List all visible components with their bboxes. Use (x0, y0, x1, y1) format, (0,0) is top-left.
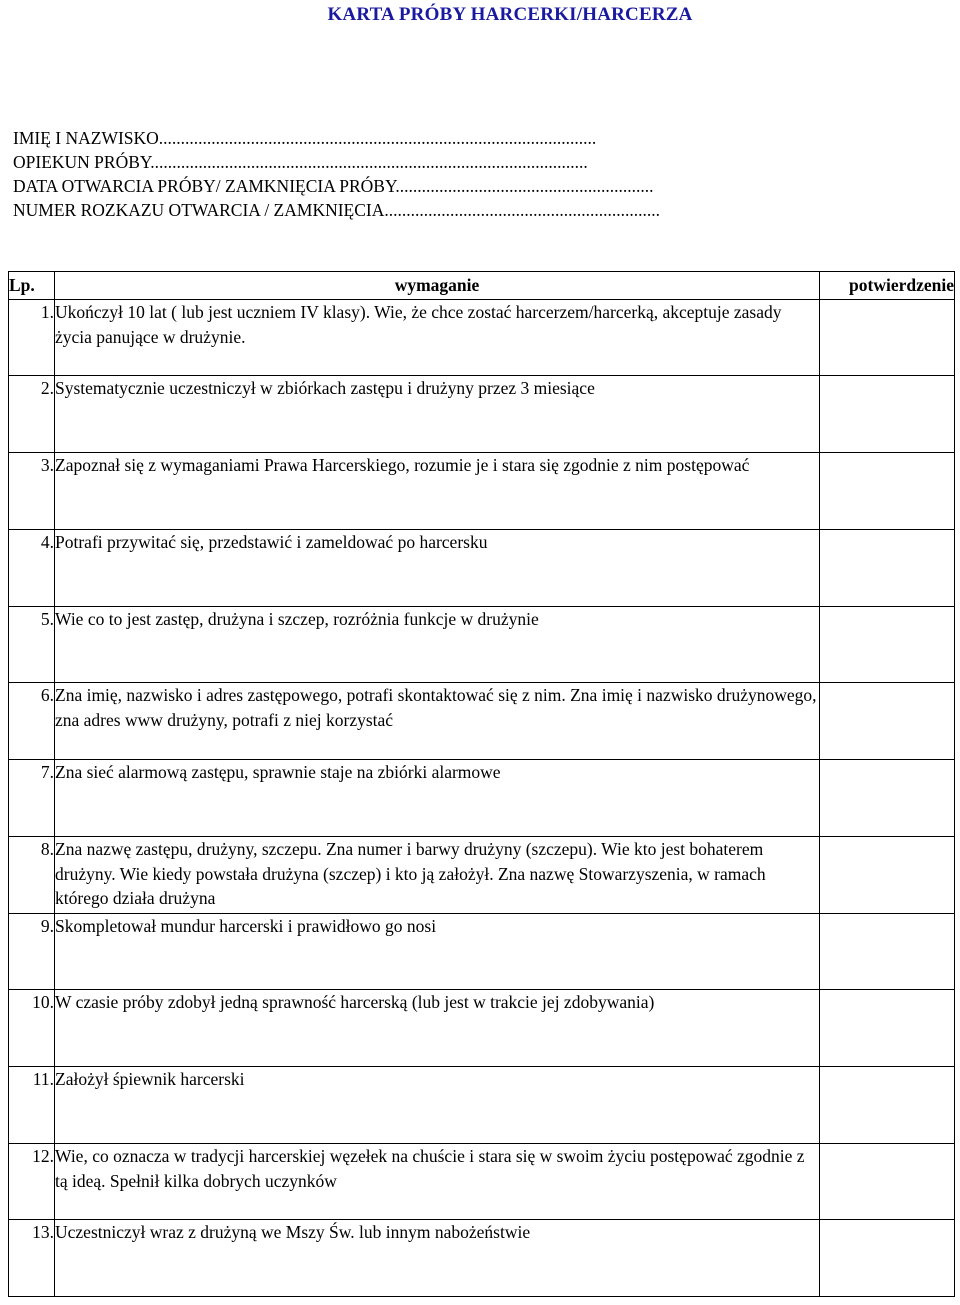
field-supervisor: OPIEKUN PRÓBY.................................................................................................... (13, 152, 588, 172)
row-confirmation-cell[interactable] (820, 530, 955, 607)
table-row (9, 453, 955, 530)
row-confirmation-cell[interactable] (820, 607, 955, 683)
table-row (9, 990, 955, 1067)
row-requirement: Potrafi przywitać się, przedstawić i zameldować po harcersku (55, 530, 820, 607)
table-header-row (9, 272, 955, 300)
table-row (9, 914, 955, 990)
table-row (9, 530, 955, 607)
table-row (9, 1220, 955, 1297)
field-dates: DATA OTWARCIA PRÓBY/ ZAMKNIĘCIA PRÓBY........................................................... (13, 176, 654, 196)
table-row (9, 300, 955, 376)
requirements-table (8, 271, 955, 1297)
header-confirmation: potwierdzenie (820, 272, 955, 300)
field-order-number: NUMER ROZKAZU OTWARCIA / ZAMKNIĘCIA............................................................... (13, 200, 660, 220)
field-name: IMIĘ I NAZWISKO.................................................................................................... (13, 128, 597, 148)
row-number: 4. (9, 530, 55, 607)
row-confirmation-cell[interactable] (820, 837, 955, 914)
row-requirement: Zna nazwę zastępu, drużyny, szczepu. Zna numer i barwy drużyny (szczepu). Wie kto jest bohaterem drużyny. Wie kiedy powstała drużyna (szczep) i kto ją założył. Zna nazwę Stowarzyszenia, w ramach którego działa drużyna (55, 837, 820, 914)
header-lp: Lp. (9, 272, 55, 300)
row-number: 5. (9, 607, 55, 683)
row-requirement: Zna imię, nazwisko i adres zastępowego, potrafi skontaktować się z nim. Zna imię i nazwisko drużynowego, zna adres www drużyny, potrafi z niej korzystać (55, 683, 820, 760)
row-requirement: Systematycznie uczestniczył w zbiórkach zastępu i drużyny przez 3 miesiące (55, 376, 820, 453)
row-requirement: W czasie próby zdobył jedną sprawność harcerską (lub jest w trakcie jej zdobywania) (55, 990, 820, 1067)
row-number: 13. (9, 1220, 55, 1297)
row-number: 2. (9, 376, 55, 453)
table-row (9, 683, 955, 760)
table-row (9, 376, 955, 453)
row-number: 11. (9, 1067, 55, 1144)
page-title: KARTA PRÓBY HARCERKI/HARCERZA (327, 4, 693, 25)
row-confirmation-cell[interactable] (820, 914, 955, 990)
row-requirement: Wie, co oznacza w tradycji harcerskiej węzełek na chuście i stara się w swoim życiu postępować zgodnie z tą ideą. Spełnił kilka dobrych uczynków (55, 1144, 820, 1220)
row-confirmation-cell[interactable] (820, 683, 955, 760)
row-number: 10. (9, 990, 55, 1067)
row-number: 7. (9, 760, 55, 837)
row-number: 1. (9, 300, 55, 376)
row-confirmation-cell[interactable] (820, 1067, 955, 1144)
row-requirement: Skompletował mundur harcerski i prawidłowo go nosi (55, 914, 820, 990)
row-number: 6. (9, 683, 55, 760)
row-requirement: Zapoznał się z wymaganiami Prawa Harcerskiego, rozumie je i stara się zgodnie z nim postępować (55, 453, 820, 530)
row-number: 8. (9, 837, 55, 914)
row-number: 3. (9, 453, 55, 530)
row-confirmation-cell[interactable] (820, 453, 955, 530)
table-row (9, 1067, 955, 1144)
row-confirmation-cell[interactable] (820, 1144, 955, 1220)
row-confirmation-cell[interactable] (820, 376, 955, 453)
row-number: 9. (9, 914, 55, 990)
row-requirement: Zna sieć alarmową zastępu, sprawnie staje na zbiórki alarmowe (55, 760, 820, 837)
row-requirement: Wie co to jest zastęp, drużyna i szczep, rozróżnia funkcje w drużynie (55, 607, 820, 683)
table-row (9, 1144, 955, 1220)
row-requirement: Ukończył 10 lat ( lub jest uczniem IV klasy). Wie, że chce zostać harcerzem/harcerką, akceptuje zasady życia panujące w drużynie. (55, 300, 820, 376)
row-requirement: Założył śpiewnik harcerski (55, 1067, 820, 1144)
header-requirement: wymaganie (55, 272, 820, 300)
row-requirement: Uczestniczył wraz z drużyną we Mszy Św. lub innym nabożeństwie (55, 1220, 820, 1297)
row-confirmation-cell[interactable] (820, 1220, 955, 1297)
table-row (9, 607, 955, 683)
row-number: 12. (9, 1144, 55, 1220)
row-confirmation-cell[interactable] (820, 760, 955, 837)
table-row (9, 837, 955, 914)
row-confirmation-cell[interactable] (820, 300, 955, 376)
header-fields (13, 126, 660, 222)
row-confirmation-cell[interactable] (820, 990, 955, 1067)
table-row (9, 760, 955, 837)
